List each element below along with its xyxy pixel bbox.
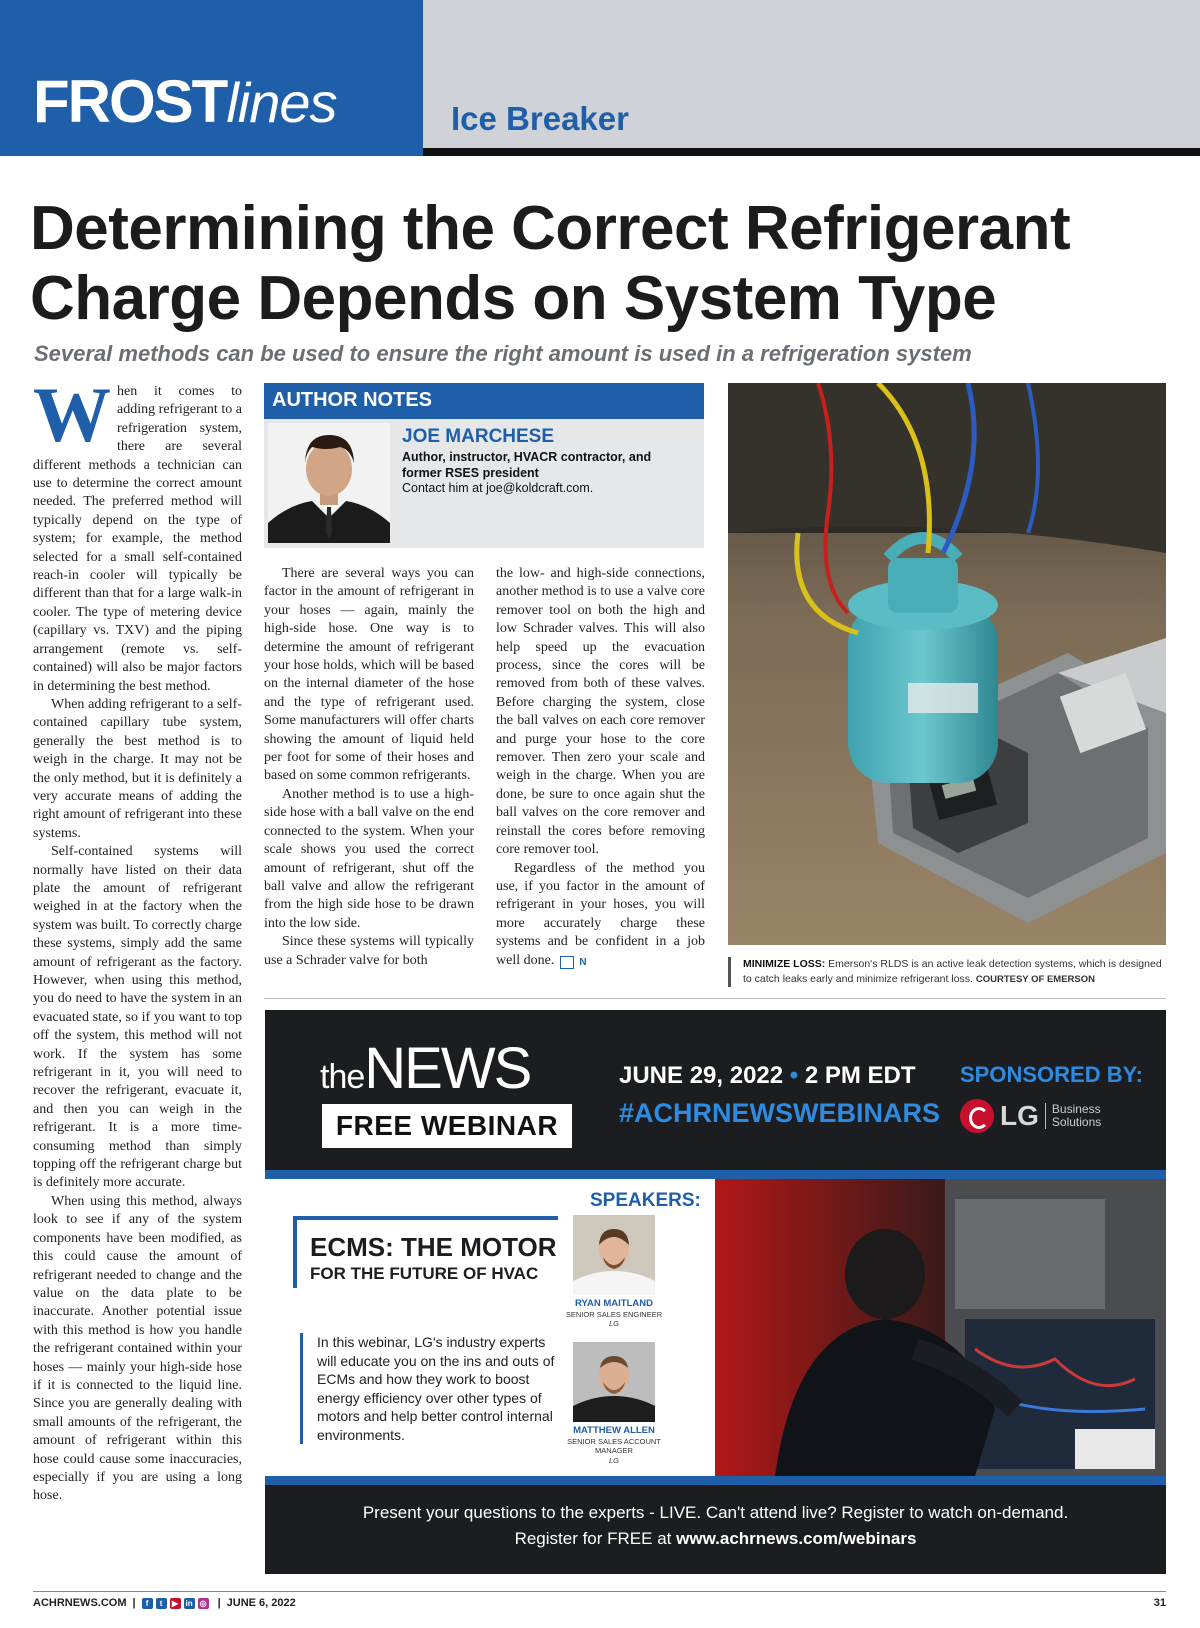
sponsored-by-label: SPONSORED BY:	[960, 1062, 1143, 1087]
photo-caption	[728, 957, 1173, 987]
the-news-logo	[320, 1036, 531, 1101]
speaker-photo	[573, 1215, 655, 1295]
footer-site[interactable]: ACHRNEWS.COM	[33, 1597, 127, 1609]
paragraph: Self-contained systems will normally have listed on their data plate the amount of refrigerant weighed in at the factory when the system was built. To correctly charge these systems, simply add the same amount of refrigerant as the factory. However, when using this method, you do need to have the system in an evacuated state, so if you want to top off the system, this method will not work. If the system has some refrigerant in it, you will need to recover the refrigerant, evacuate it, and then you can weigh in the refrigerant. It is a more time-consuming method than simply topping off the refrigerant charge but is definitely more accurate.	[33, 844, 242, 1191]
caption-label: MINIMIZE LOSS:	[743, 958, 826, 970]
title-line-2: Charge Depends on System Type	[30, 264, 997, 333]
frostlines-logo	[33, 68, 337, 135]
paragraph: Since these systems will typically use a Schrader valve for both	[264, 934, 474, 968]
webinar-description: In this webinar, LG's industry experts will educate you on the ins and outs of ECMs and how they work to boost energy efficiency over other types of motors and help better control internal environments.	[300, 1333, 560, 1444]
refrigerant-tank-photo	[728, 383, 1166, 945]
lg-sub-line-2: Solutions	[1051, 1115, 1102, 1129]
speaker-company: LG	[608, 1319, 619, 1328]
ad-register-text	[265, 1529, 1166, 1549]
footer-date: JUNE 6, 2022	[226, 1597, 296, 1609]
lg-sub-line-1: Business	[1051, 1102, 1101, 1116]
article-column-1	[33, 371, 242, 1506]
ecms-subtitle: FOR THE FUTURE OF HVAC	[310, 1264, 539, 1283]
footer-rule	[33, 1591, 1166, 1592]
paragraph: the low- and high-side connections, another method is to use a valve core remover tool on both the high and low Schrader valves. This will also help speed up the evacuation process, since the cores will be removed from both of these valves. Before charging the system, close the ball valves on each core remover and purge your hose to the core remover. Then zero your scale and weigh in the charge. When you are done, be sure to once again shut the ball valves on the core remover and reinstall the cores before removing core remover tool.	[496, 566, 705, 858]
paragraph: There are several ways you can factor in the amount of refrigerant in your hoses — again, mainly the high-side hose. One way is to determine the amount of refrigerant your hose holds, which will be based on the internal diameter of the hose and the type of refrigerant used. Some manufacturers will offer charts showing the amount of liquid held per foot for some of their hoses and based on some common refrigerants.	[264, 566, 474, 784]
speaker-title: SENIOR SALES ENGINEER	[565, 1310, 663, 1319]
lg-business-solutions	[1045, 1103, 1101, 1129]
paragraph: When adding refrigerant to a self-contained capillary tube system, generally the best method is to weigh in the charge. It may not be the only method, but it is definitely a very accurate means of adding the right amount of refrigerant into these systems.	[33, 696, 242, 841]
logo-italic-text: lines	[226, 71, 337, 134]
author-notes-heading: AUTHOR NOTES	[264, 383, 704, 419]
time-text: 2 PM EDT	[804, 1062, 916, 1089]
author-contact: Contact him at joe@koldcraft.com.	[402, 481, 594, 495]
author-notes-box	[264, 383, 704, 548]
article-column-2	[264, 565, 474, 970]
paragraph-text: hen it comes to adding refrigerant to a refrigeration system, there are several different methods a technician can use to determine the correct amount needed. The preferred method will typically depend on the type of system; for example, the method selected for a small self-contained reach-in cooler will typically be different than that for a large walk-in cooler. The type of metering device (capillary vs. TXV) and the piping arrangement (remote vs. self-contained) will also be major factors in determining the best method.	[33, 384, 242, 694]
article-column-3	[496, 565, 705, 970]
webinar-date	[619, 1062, 916, 1090]
section-name: Ice Breaker	[451, 100, 629, 137]
lg-text: LG	[1000, 1100, 1039, 1131]
logo-the: the	[320, 1058, 365, 1096]
speaker-name: RYAN MAITLAND	[575, 1298, 653, 1309]
lg-circle-icon	[960, 1099, 994, 1133]
twitter-icon[interactable]: t	[156, 1598, 167, 1609]
drop-cap: W	[33, 371, 111, 458]
page-footer	[33, 1597, 296, 1609]
author-role: Author, instructor, HVACR contractor, and former RSES president	[402, 450, 652, 480]
speaker-photo	[573, 1342, 655, 1422]
youtube-icon[interactable]: ▶	[170, 1598, 181, 1609]
article-title	[30, 194, 1190, 334]
speakers-label: SPEAKERS:	[590, 1190, 701, 1211]
speaker-company: LG	[608, 1456, 619, 1465]
article-subtitle: Several methods can be used to ensure the right amount is used in a refrigeration system	[34, 341, 972, 366]
logo-news: NEWS	[364, 1036, 531, 1101]
register-link[interactable]: www.achrnews.com/webinars	[676, 1529, 917, 1548]
free-webinar-label: FREE WEBINAR	[322, 1104, 572, 1148]
bullet-icon: •	[789, 1062, 799, 1089]
webinar-advertisement[interactable]	[265, 1010, 1166, 1574]
paragraph-text: Regardless of the method you use, if you factor in the amount of refrigerant in your hoses, you will more accurately charge these systems and be confident in a job well done.	[496, 860, 705, 968]
title-line-1: Determining the Correct Refrigerant	[30, 194, 1071, 263]
page-number: 31	[1153, 1597, 1166, 1609]
instagram-icon[interactable]: ◎	[198, 1598, 209, 1609]
lg-logo	[960, 1098, 1101, 1134]
facebook-icon[interactable]: f	[142, 1598, 153, 1609]
linkedin-icon[interactable]: in	[185, 1598, 193, 1608]
logo-bold-text: FROST	[33, 68, 227, 135]
author-photo	[268, 423, 390, 543]
ecms-title: ECMS: THE MOTOR	[310, 1232, 557, 1262]
ad-blue-rule	[265, 1170, 1166, 1179]
speaker-name: MATTHEW ALLEN	[573, 1425, 655, 1436]
speaker-title: SENIOR SALES ACCOUNT MANAGER	[567, 1437, 661, 1455]
ad-cta-text: Present your questions to the experts - LIVE. Can't attend live? Register to watch on-demand.	[362, 1503, 1069, 1522]
footer-separator: |	[132, 1597, 136, 1609]
paragraph: When using this method, always look to see if any of the system components have been modified, as this could cause the amount of refrigerant needed to change and the value on the data plate to be inaccurate. Another potential issue with this method is how you handle the refrigerant contained within your hoses — mainly your high-side hose if it is connected to the liquid line. Since you are generally dealing with small amounts of the refrigerant, the amount of refrigerant within this hose could cause some inaccuracies, especially if you are using a long hose.	[33, 1193, 242, 1504]
paragraph	[496, 860, 705, 970]
paragraph: Another method is to use a high-side hose with a ball valve on the end connected to the system. When your scale shows you used the correct amount of refrigerant, shut off the ball valve and allow the refrigerant from the high side hose to be drawn into the low side.	[264, 786, 474, 931]
photo-credit: COURTESY OF EMERSON	[975, 974, 1095, 985]
divider	[264, 998, 1166, 999]
end-of-article-icon: N	[560, 956, 574, 969]
paragraph	[33, 371, 242, 696]
header-rule	[423, 148, 1200, 156]
technician-photo	[715, 1179, 1166, 1476]
author-name: JOE MARCHESE	[402, 426, 555, 447]
caption-text: Emerson's RLDS is an active leak detection systems, which is designed to catch leaks early and minimize refrigerant loss.	[743, 958, 1162, 985]
footer-separator: |	[217, 1597, 221, 1609]
register-prefix: Register for FREE at	[514, 1529, 672, 1548]
webinar-hashtag: #ACHRNEWSWEBINARS	[619, 1098, 941, 1128]
ad-blue-rule-bottom	[265, 1476, 1166, 1485]
date-text: JUNE 29, 2022	[619, 1062, 784, 1089]
